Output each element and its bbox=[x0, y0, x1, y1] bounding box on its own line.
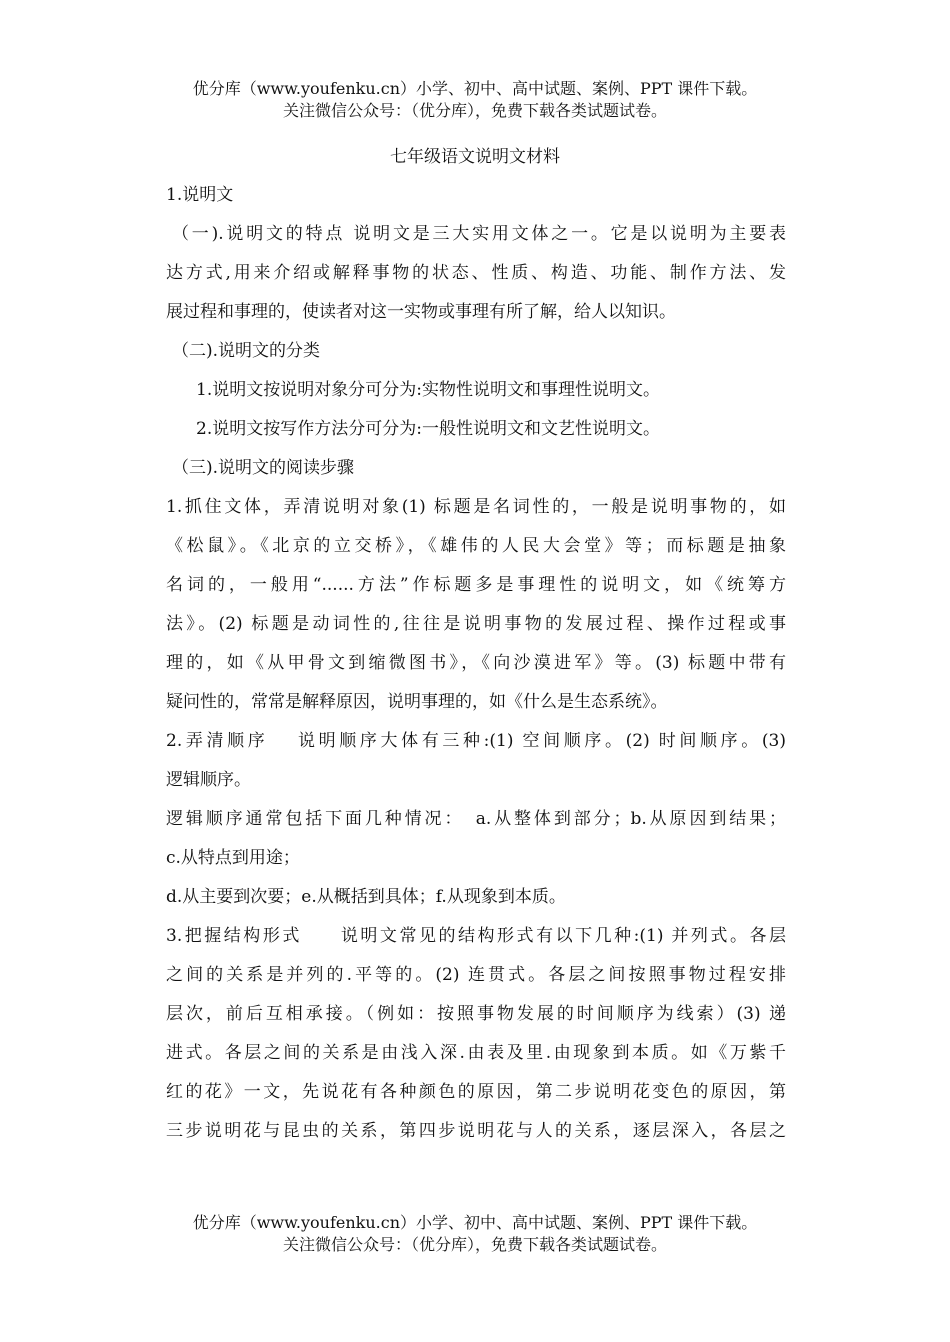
paragraph-line: 三步说明花与昆虫的关系，第四步说明花与人的关系，逐层深入，各层之 bbox=[166, 1121, 786, 1141]
page-header bbox=[0, 78, 950, 122]
document-title: 七年级语文说明文材料 bbox=[390, 147, 560, 167]
paragraph-line: 1.抓住文体，弄清说明对象(1) 标题是名词性的，一般是说明事物的，如 bbox=[166, 497, 786, 517]
subsection-heading: （二).说明文的分类 bbox=[172, 341, 321, 361]
paragraph-line: 2.弄清顺序 说明顺序大体有三种:(1) 空间顺序。(2) 时间顺序。(3) bbox=[166, 731, 786, 751]
paragraph-line: 逻辑顺序。 bbox=[166, 770, 251, 790]
paragraph-line: 疑问性的，常常是解释原因，说明事理的，如《什么是生态系统》。 bbox=[166, 692, 668, 712]
paragraph-line: c.从特点到用途； bbox=[166, 848, 300, 868]
paragraph-line: 层次，前后互相承接。（例如：按照事物发展的时间顺序为线索）(3) 递 bbox=[166, 1004, 786, 1024]
subsection-heading: （三).说明文的阅读步骤 bbox=[172, 458, 355, 478]
footer-line-1: 优分库（www.youfenku.cn）小学、初中、高中试题、案例、PPT 课件下载。 bbox=[192, 1213, 758, 1232]
paragraph-line: 红的花》一文，先说花有各种颜色的原因，第二步说明花变色的原因，第 bbox=[166, 1082, 786, 1102]
page-footer bbox=[0, 1212, 950, 1256]
paragraph-line: 法》。(2) 标题是动词性的,往往是说明事物的发展过程、操作过程或事 bbox=[166, 614, 786, 634]
list-item: 2.说明文按写作方法分可分为:一般性说明文和文艺性说明文。 bbox=[196, 419, 660, 439]
paragraph-line: 3.把握结构形式 说明文常见的结构形式有以下几种:(1) 并列式。各层 bbox=[166, 926, 786, 946]
paragraph-line: 展过程和事理的，使读者对这一实物或事理有所了解，给人以知识。 bbox=[166, 302, 676, 322]
paragraph-line: 《松鼠》。《北京的立交桥》，《雄伟的人民大会堂》等；而标题是抽象 bbox=[166, 536, 786, 556]
list-item: 1.说明文按说明对象分可分为:实物性说明文和事理性说明文。 bbox=[196, 380, 660, 400]
paragraph-line: 进式。各层之间的关系是由浅入深.由表及里.由现象到本质。如《万紫千 bbox=[166, 1043, 786, 1063]
document-body bbox=[166, 176, 786, 1151]
section-heading: 1.说明文 bbox=[166, 185, 234, 205]
header-line-1: 优分库（www.youfenku.cn）小学、初中、高中试题、案例、PPT 课件下载。 bbox=[192, 79, 758, 98]
header-line-2: 关注微信公众号：（优分库），免费下载各类试题试卷。 bbox=[282, 101, 667, 120]
footer-line-2: 关注微信公众号：（优分库），免费下载各类试题试卷。 bbox=[282, 1235, 667, 1254]
paragraph-line: 达方式,用来介绍或解释事物的状态、性质、构造、功能、制作方法、发 bbox=[166, 263, 786, 283]
paragraph-line: d.从主要到次要；e.从概括到具体；f.从现象到本质。 bbox=[166, 887, 566, 907]
paragraph-line: 理的，如《从甲骨文到缩微图书》，《向沙漠进军》等。(3) 标题中带有 bbox=[166, 653, 786, 673]
paragraph-line: 逻辑顺序通常包括下面几种情况： a.从整体到部分；b.从原因到结果； bbox=[166, 809, 786, 829]
paragraph-line: （一).说明文的特点 说明文是三大实用文体之一。它是以说明为主要表 bbox=[172, 224, 786, 244]
paragraph-line: 名词的，一般用“......方法”作标题多是事理性的说明文，如《统筹方 bbox=[166, 575, 786, 595]
paragraph-line: 之间的关系是并列的.平等的。(2) 连贯式。各层之间按照事物过程安排 bbox=[166, 965, 786, 985]
